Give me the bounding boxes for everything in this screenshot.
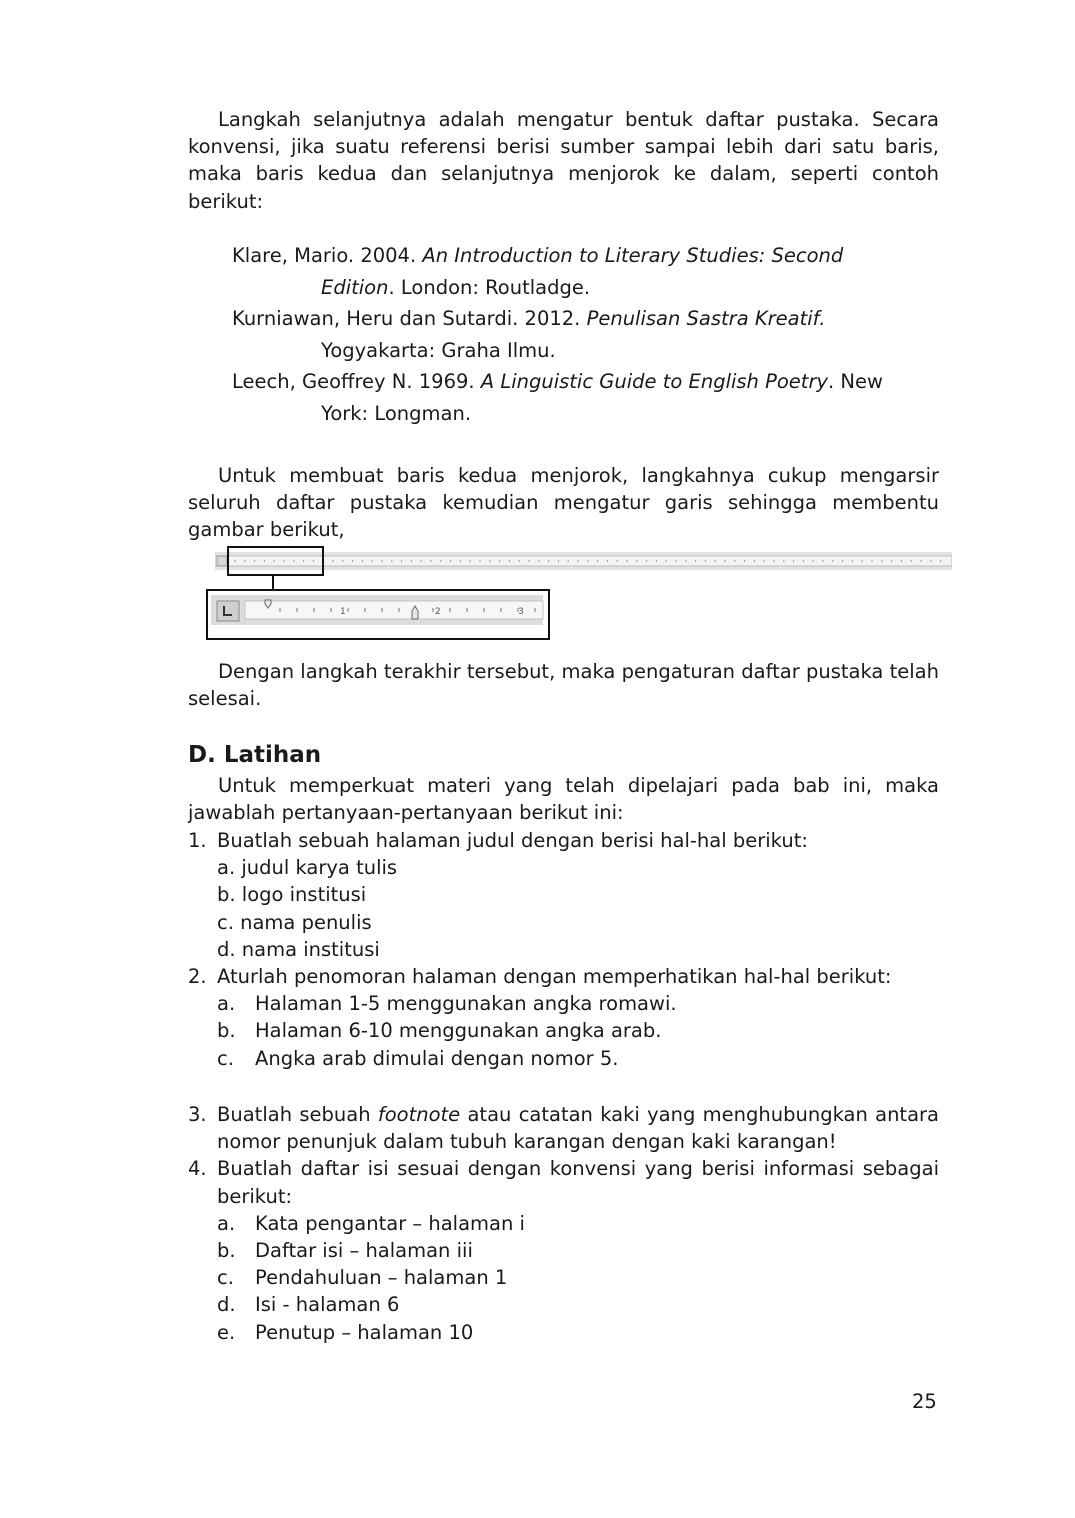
paragraph-intro: Langkah selanjutnya adalah mengatur bentuk daftar pustaka. Secara konvensi, jika suatu referensi berisi sumber sampai lebih dari satu baris, maka baris kedua dan selanjutnya menjorok ke dalam, seperti contoh berikut: [188,108,939,213]
exercise-item [188,963,939,1072]
ref-title-cont: Edition [321,275,389,299]
exercise-text: Buatlah sebuah halaman judul dengan berisi hal-hal berikut: [217,829,808,852]
sub-item: a. Halaman 1-5 menggunakan angka romawi. [217,992,677,1016]
ref-publisher-cont: York: Longman. [321,401,472,425]
exercise-number: 2. [188,965,207,989]
ref-publisher: . New [828,370,883,393]
reference-entry [232,303,932,366]
ref-author: Klare, Mario. 2004. [232,244,423,267]
sub-item: d. Isi - halaman 6 [217,1293,400,1317]
page-number: 25 [912,1390,937,1413]
exercise-text: Aturlah penomoran halaman dengan memperhatikan hal-hal berikut: [217,965,892,989]
paragraph-indent-instruction: Untuk membuat baris kedua menjorok, langkahnya cukup mengarsir seluruh daftar pustaka kemudian mengatur garis sehingga membentu gambar berikut, [188,464,939,542]
sub-item: c. Angka arab dimulai dengan nomor 5. [217,1046,619,1070]
exercise-list [188,827,939,1072]
exercise-text: Buatlah daftar isi sesuai dengan konvensi yang berisi informasi sebagai berikut: [217,1157,939,1208]
sub-item: e. Penutup – halaman 10 [217,1320,474,1344]
ref-publisher: Yogyakarta: Graha Ilmu. [321,338,556,362]
ref-title: A Linguistic Guide to English Poetry [480,370,829,393]
exercise-number: 4. [188,1157,207,1181]
exercise-number: 3. [188,1103,207,1126]
sub-item: d. nama institusi [217,937,380,961]
section-heading: D. Latihan [188,742,322,768]
sub-item: a. judul karya tulis [217,856,398,880]
ruler-image [215,552,952,570]
ruler-label: 1 [340,607,346,617]
reference-entry [232,366,932,429]
sub-item: b. logo institusi [217,883,367,907]
paragraph-exercise-intro: Untuk memperkuat materi yang telah dipelajari pada bab ini, maka jawablah pertanyaan-pertanyaan berikut ini: [188,774,939,825]
paragraph-conclusion: Dengan langkah terakhir tersebut, maka pengaturan daftar pustaka telah selesai. [188,660,939,711]
ref-author: Leech, Geoffrey N. 1969. [232,370,481,393]
ruler-label: 3 [518,607,524,617]
ref-publisher: . London: Routladge. [388,275,591,299]
exercise-item [188,1155,939,1345]
ruler-highlight-box [227,546,324,576]
sub-item: b. Halaman 6-10 menggunakan angka arab. [217,1019,662,1043]
sub-item: b. Daftar isi – halaman iii [217,1239,473,1263]
ref-title: An Introduction to Literary Studies: Second [422,244,844,267]
emphasis-footnote: footnote [377,1103,461,1126]
exercise-list-cont [188,1101,939,1346]
reference-entry [232,240,932,303]
sub-item: c. Pendahuluan – halaman 1 [217,1266,508,1290]
exercise-number: 1. [188,829,207,852]
sub-item: c. nama penulis [217,910,372,934]
sub-item: a. Kata pengantar – halaman i [217,1211,525,1235]
ref-author: Kurniawan, Heru dan Sutardi. 2012. [232,307,587,330]
zoom-connector [272,576,274,590]
exercise-item [188,1101,939,1155]
ref-title: Penulisan Sastra Kreatif. [586,307,826,330]
exercise-item [188,827,939,963]
ruler-zoom-box [206,589,550,640]
ruler-label: 2 [435,607,441,617]
exercise-text: Buatlah sebuah footnote atau catatan kaki yang menghubungkan antara nomor penunjuk dalam tubuh karangan dengan kaki karangan! [217,1103,939,1154]
